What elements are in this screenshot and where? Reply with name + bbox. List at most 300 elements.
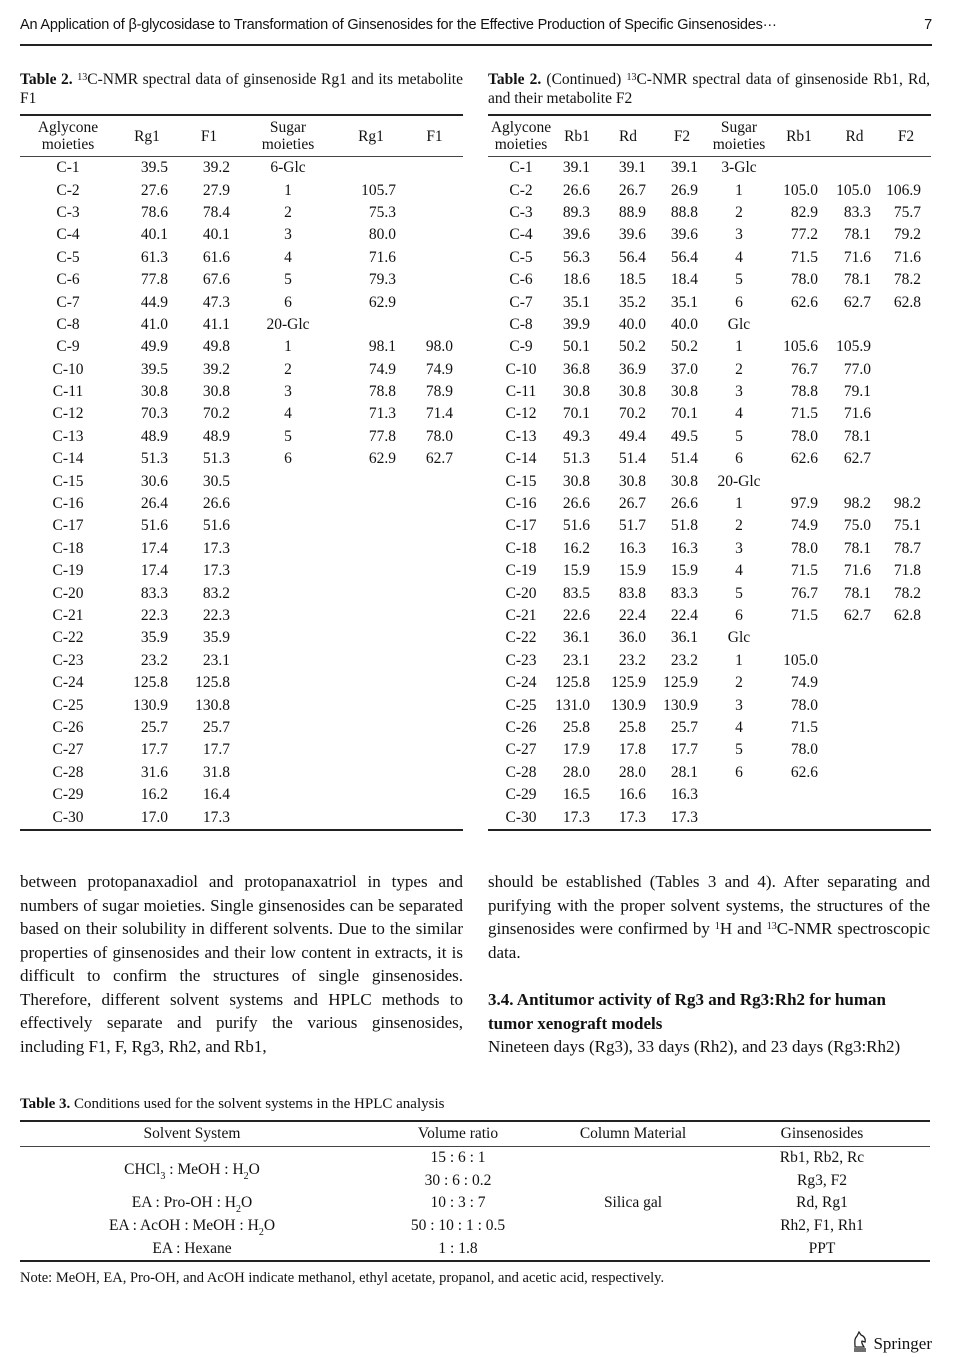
table-cell: C-29 (52, 786, 84, 804)
table-row (20, 179, 463, 201)
table-cell: 6 (735, 450, 743, 468)
table-cell: C-19 (505, 562, 537, 580)
table-cell: 4 (735, 248, 743, 266)
table-cell: 30.8 (618, 383, 646, 401)
table-cell: 18.5 (618, 271, 646, 289)
table-cell: 78.0 (790, 741, 818, 759)
table-cell: 5 (284, 427, 292, 445)
table-cell: 71.4 (425, 405, 453, 423)
table-cell: 71.6 (843, 562, 871, 580)
table-row (20, 426, 463, 448)
table-cell (240, 762, 336, 784)
table-cell: 88.8 (670, 203, 698, 221)
table-cell: C-13 (52, 427, 84, 445)
table-cell: 27.9 (202, 181, 230, 199)
table-cell: 49.5 (670, 427, 698, 445)
volume-ratio-cell: 30 : 6 : 0.2 (424, 1171, 492, 1189)
table-cell: 30.8 (562, 383, 590, 401)
table-cell (336, 582, 406, 604)
solvent-system-cell: CHCl$_3$ : MeOH : $H_2O$ (124, 1160, 260, 1182)
table-cell (240, 560, 336, 582)
table-cell: 125.9 (611, 674, 646, 692)
table-cell: 56.3 (562, 248, 590, 266)
table-cell: 97.9 (790, 495, 818, 513)
volume-ratio-cell: 1 : 1.8 (364, 1237, 552, 1261)
table-row (20, 359, 463, 381)
table-cell: C-16 (52, 495, 84, 513)
table2-body (20, 157, 463, 830)
table-cell: 6 (735, 763, 743, 781)
table3-note: Note: MeOH, EA, Pro-OH, and AcOH indicate methanol, ethyl acetate, propanol, and acetic acid, respectively. (20, 1270, 665, 1286)
table-cell (240, 538, 336, 560)
table-row (488, 291, 931, 313)
table-cell (336, 694, 406, 716)
table-cell: 51.6 (202, 517, 230, 535)
ginsenosides-cell: Rb1, Rb2, Rc (779, 1149, 865, 1167)
table-row (20, 1237, 930, 1261)
table-row (488, 269, 931, 291)
table2-label: Table 2. (20, 71, 73, 88)
column-header: Rg1 (336, 115, 406, 157)
table-cell: 2 (735, 203, 743, 221)
table-cell: C-9 (509, 338, 533, 356)
table-cell: 51.6 (562, 517, 590, 535)
table-cell: 71.5 (790, 607, 818, 624)
table-cell: 6 (284, 450, 292, 468)
table-cell: 78.0 (790, 539, 818, 557)
table-cell: 36.8 (562, 360, 590, 378)
table-cell: 30.8 (562, 472, 590, 490)
column-header: Aglycone moieties (20, 115, 116, 157)
table-cell: 3 (735, 226, 743, 244)
table-cell (828, 672, 881, 694)
table-cell: 5 (284, 271, 292, 289)
table-cell: 88.9 (618, 203, 646, 221)
table-cell: 71.6 (843, 248, 871, 266)
table-cell: 28.0 (562, 763, 590, 781)
table-cell: 5 (735, 271, 743, 289)
table-row (488, 202, 931, 224)
table-cell: 83.3 (670, 584, 698, 602)
table-cell: 78.2 (893, 271, 921, 289)
table-cell: 40.1 (140, 226, 168, 244)
table-cell: C-29 (505, 786, 537, 804)
table-cell: 77.8 (140, 271, 168, 289)
table-cell: 17.9 (562, 741, 590, 759)
table-cell (406, 650, 463, 672)
ginsenosides-cell: Rg3, F2 (797, 1171, 847, 1189)
table-cell (336, 538, 406, 560)
table-cell: 49.9 (140, 338, 168, 356)
table-cell: 62.7 (843, 607, 871, 624)
table-cell: Glc (727, 629, 751, 647)
table-cell: 78.1 (843, 226, 871, 244)
table-cell (240, 806, 336, 829)
table-cell (770, 806, 828, 829)
table-cell: 78.0 (425, 427, 453, 445)
table-cell: 83.5 (562, 584, 590, 602)
table-cell (406, 560, 463, 582)
table-cell: 105.9 (836, 338, 871, 356)
table-cell: 4 (735, 405, 743, 423)
table3-label: Table 3. (20, 1096, 71, 1112)
table-row (20, 605, 463, 627)
table-row (20, 784, 463, 806)
table-cell: C-2 (56, 181, 80, 199)
table-cell: 51.8 (670, 517, 698, 535)
table-cell: 70.3 (140, 405, 168, 423)
table-row (488, 157, 931, 180)
table-cell: 17.7 (202, 741, 230, 759)
table-cell: 39.9 (562, 315, 590, 333)
table-cell: 5 (735, 584, 743, 602)
table-cell (828, 470, 881, 492)
column-header: Rd (828, 115, 881, 157)
table2 (20, 114, 463, 831)
table-cell: 17.3 (554, 806, 600, 829)
table-cell: C-25 (505, 696, 537, 714)
table-cell: C-19 (52, 562, 84, 580)
table-cell (828, 694, 881, 716)
table-cell: 3 (735, 696, 743, 714)
solvent-system-cell: EA : Pro-OH : $H_2O$ (131, 1194, 253, 1216)
table-cell: 16.3 (670, 539, 698, 557)
table-cell: 3 (284, 226, 292, 244)
table-cell: 50.2 (670, 338, 698, 356)
table-cell: 2 (284, 360, 292, 378)
table-cell: 17.8 (618, 741, 646, 759)
table-cell: 48.9 (140, 427, 168, 445)
table-cell: 51.3 (562, 450, 590, 468)
table-row (488, 359, 931, 381)
table-cell (240, 672, 336, 694)
table-cell: C-10 (52, 360, 84, 378)
table-row (20, 247, 463, 269)
column-header: F2 (656, 115, 708, 157)
table-cell (336, 784, 406, 806)
column-header: Rb1 (770, 115, 828, 157)
table-cell (406, 582, 463, 604)
table-cell: C-4 (56, 226, 80, 244)
table-cell: 22.4 (670, 607, 698, 624)
table-cell: 4 (735, 562, 743, 580)
table-cell: 17.3 (178, 806, 240, 829)
table-cell: 39.1 (562, 159, 590, 177)
table-cell: C-4 (509, 226, 533, 244)
table-cell (881, 717, 931, 739)
table-cell: C-5 (56, 248, 80, 266)
table-cell (881, 627, 931, 649)
table-cell (336, 493, 406, 515)
table-cell: 78.0 (790, 271, 818, 289)
table-cell: C-24 (52, 674, 84, 692)
table-cell: C-3 (509, 203, 533, 221)
table-cell (336, 650, 406, 672)
running-head (20, 14, 932, 38)
table-row (488, 806, 931, 829)
table-cell (770, 157, 828, 180)
table-cell: 77.0 (843, 360, 871, 378)
table-cell: 2 (735, 360, 743, 378)
table-cell: 89.3 (562, 203, 590, 221)
table-cell: 17.7 (140, 741, 168, 759)
table-cell: 35.9 (140, 629, 168, 647)
table-cell (406, 202, 463, 224)
publisher-logo (851, 1330, 932, 1357)
table-cell: C-12 (505, 405, 537, 423)
table-cell: 67.6 (202, 271, 230, 289)
table-cell: 71.5 (790, 718, 818, 736)
table-cell: 6 (284, 293, 292, 311)
table-cell (336, 470, 406, 492)
table-cell (240, 650, 336, 672)
table-cell: 62.6 (790, 450, 818, 468)
table-cell (881, 739, 931, 761)
table-cell (240, 605, 336, 627)
table-cell: 83.2 (202, 584, 230, 602)
solvent-system-cell: EA : Hexane (20, 1237, 364, 1261)
table-cell: 6-Glc (270, 159, 306, 177)
table-cell: 17.3 (656, 806, 708, 829)
table-cell: 98.2 (843, 495, 871, 513)
table-row (20, 650, 463, 672)
table-cell: 47.3 (202, 293, 230, 311)
table-cell: 17.4 (140, 539, 168, 557)
table-cell (406, 179, 463, 201)
table-cell: 26.7 (618, 181, 646, 199)
table-cell: 1 (735, 651, 743, 669)
table-cell: 18.4 (670, 271, 698, 289)
table-cell: 62.7 (425, 450, 453, 468)
table-cell: 71.5 (790, 248, 818, 266)
table-cell: 23.2 (618, 651, 646, 669)
table-cell: 35.1 (562, 293, 590, 311)
table-cell: 48.9 (202, 427, 230, 445)
table-cell: 4 (284, 248, 292, 266)
table-cell: 49.3 (562, 427, 590, 445)
table-cell (336, 806, 406, 829)
table-cell: 17.3 (202, 562, 230, 580)
table-cell (881, 448, 931, 470)
column-header: F1 (406, 115, 463, 157)
table-row (488, 627, 931, 649)
table-cell: C-11 (52, 383, 84, 401)
table-cell: 56.4 (670, 248, 698, 266)
table-cell: 5 (735, 427, 743, 445)
table-cell: 26.7 (618, 495, 646, 513)
table-cell (828, 784, 881, 806)
table-cell: 74.9 (368, 360, 396, 378)
table-cell: 105.7 (361, 181, 396, 199)
table-cell: C-21 (505, 607, 537, 624)
table-cell: 25.7 (202, 718, 230, 736)
springer-knight-icon (851, 1330, 869, 1357)
table-cell: 27.6 (140, 181, 168, 199)
table-cell (406, 694, 463, 716)
table-cell: 25.7 (140, 718, 168, 736)
table-cell: 70.1 (670, 405, 698, 423)
table-cell: 23.1 (202, 651, 230, 669)
volume-ratio-cell: 10 : 3 : 7 (430, 1194, 486, 1212)
table-cell: 17.7 (670, 741, 698, 759)
table-cell: 30.8 (670, 472, 698, 490)
table-cell: 16.2 (140, 786, 168, 804)
table-cell: 75.3 (368, 203, 396, 221)
table-row (488, 426, 931, 448)
table-cell (708, 784, 770, 806)
table-row (488, 381, 931, 403)
table-row (20, 269, 463, 291)
table-row (488, 762, 931, 784)
table-cell: 98.1 (368, 338, 396, 356)
table2-caption-text: C-NMR spectral data of ginsenoside Rg1 and its metabolite F1 (20, 71, 463, 107)
table-cell: 78.1 (843, 427, 871, 445)
table-cell: 78.1 (843, 539, 871, 557)
table-cell: 105.0 (783, 651, 818, 669)
table-cell: 78.1 (843, 584, 871, 602)
table-cell: 62.6 (790, 293, 818, 311)
table-cell (881, 336, 931, 358)
table-cell: C-14 (505, 450, 537, 468)
table-cell: 62.9 (368, 450, 396, 468)
table-cell: 51.3 (202, 450, 230, 468)
table-cell: 79.1 (843, 383, 871, 401)
table-cell: C-27 (52, 741, 84, 759)
table-cell (406, 806, 463, 829)
table-cell: 23.1 (562, 651, 590, 669)
table-cell: 6 (735, 293, 743, 311)
table-cell: 62.8 (893, 607, 921, 624)
table-cell (406, 739, 463, 761)
table-cell: C-22 (505, 629, 537, 647)
table-cell (881, 426, 931, 448)
table2-continued (488, 114, 931, 831)
table-cell: 4 (284, 405, 292, 423)
table-cell (406, 291, 463, 313)
column-header: Aglycone moieties (488, 115, 554, 157)
table-cell: 71.6 (893, 248, 921, 266)
table-cell: 78.0 (790, 427, 818, 445)
column-header: Sugar moieties (708, 115, 770, 157)
table-cell: 30.5 (202, 472, 230, 490)
table-cell: 62.8 (893, 293, 921, 311)
table-cell (881, 359, 931, 381)
table-cell (406, 515, 463, 537)
table-row (488, 493, 931, 515)
table-cell (336, 157, 406, 180)
table-cell: C-20 (52, 584, 84, 602)
table-cell: 36.1 (670, 629, 698, 647)
table-cell: 80.0 (368, 226, 396, 244)
table-cell: C-28 (505, 763, 537, 781)
table-row (488, 672, 931, 694)
table-row (488, 717, 931, 739)
table-cell: 30.8 (670, 383, 698, 401)
table-row (20, 538, 463, 560)
table-cell: 36.0 (618, 629, 646, 647)
table-row (488, 650, 931, 672)
table-cell (881, 694, 931, 716)
table-cell (828, 627, 881, 649)
table-cell (240, 784, 336, 806)
table-cell: C-17 (52, 517, 84, 535)
table-cell: 26.9 (670, 181, 698, 199)
table-cell: 26.6 (562, 495, 590, 513)
table-cell (881, 157, 931, 180)
volume-ratio-cell: 50 : 10 : 1 : 0.5 (410, 1217, 506, 1235)
table-cell (881, 672, 931, 694)
table-cell: 17.3 (600, 806, 656, 829)
table-cell: C-18 (505, 539, 537, 557)
table-cell: 25.7 (670, 718, 698, 736)
table-row (20, 1147, 930, 1170)
table-cell: 62.7 (843, 450, 871, 468)
table-cell: 39.1 (670, 159, 698, 177)
table-row (20, 224, 463, 246)
table-cell: 3 (735, 383, 743, 401)
table-cell: 44.9 (140, 293, 168, 311)
table-cell: 28.1 (670, 763, 698, 781)
table-cell: 51.3 (140, 450, 168, 468)
table-cell (240, 470, 336, 492)
table-cell: 16.3 (670, 786, 698, 804)
table-cell: 26.6 (202, 495, 230, 513)
table-cell: 39.1 (618, 159, 646, 177)
table-cell (406, 627, 463, 649)
table-cell: 31.8 (202, 763, 230, 781)
table-cell (240, 694, 336, 716)
table-cell: 2 (735, 674, 743, 692)
table-cell: 1 (735, 181, 743, 199)
ginsenosides-cell: PPT (714, 1237, 930, 1261)
table-cell: 16.3 (618, 539, 646, 557)
page-number: 7 (924, 17, 932, 33)
table-cell (828, 806, 881, 829)
table-cell: 35.1 (670, 293, 698, 311)
table2-continued-caption: Table 2. (Continued) $^{13}$C-NMR spectral data of ginsenoside Rb1, Rd, and their metabolite F2 (488, 71, 930, 107)
table-row (20, 717, 463, 739)
table-cell: 1 (284, 181, 292, 199)
table-cell: 31.6 (140, 763, 168, 781)
table-row (20, 672, 463, 694)
table-cell: C-23 (52, 651, 84, 669)
table-cell: 78.6 (140, 203, 168, 221)
table-cell: 40.0 (618, 315, 646, 333)
table-row (488, 582, 931, 604)
table-cell (406, 717, 463, 739)
table-cell: 78.9 (425, 383, 453, 401)
column-header: F1 (178, 115, 240, 157)
table-cell: C-13 (505, 427, 537, 445)
table-cell (336, 314, 406, 336)
table-cell: 30.6 (140, 472, 168, 490)
table3-caption-text: Conditions used for the solvent systems in the HPLC analysis (74, 1096, 445, 1112)
table-row (20, 806, 463, 829)
table-cell: 1 (284, 338, 292, 356)
table-row (20, 762, 463, 784)
table-row (488, 224, 931, 246)
table-cell (881, 314, 931, 336)
table-row (20, 582, 463, 604)
table-cell: C-17 (505, 517, 537, 535)
table-cell: 39.2 (202, 360, 230, 378)
table-cell: C-24 (505, 674, 537, 692)
table-cell: 125.8 (133, 674, 168, 692)
table-cell: 51.7 (618, 517, 646, 535)
table-row (20, 739, 463, 761)
table-cell: 16.4 (202, 786, 230, 804)
table-cell: 75.0 (843, 517, 871, 535)
